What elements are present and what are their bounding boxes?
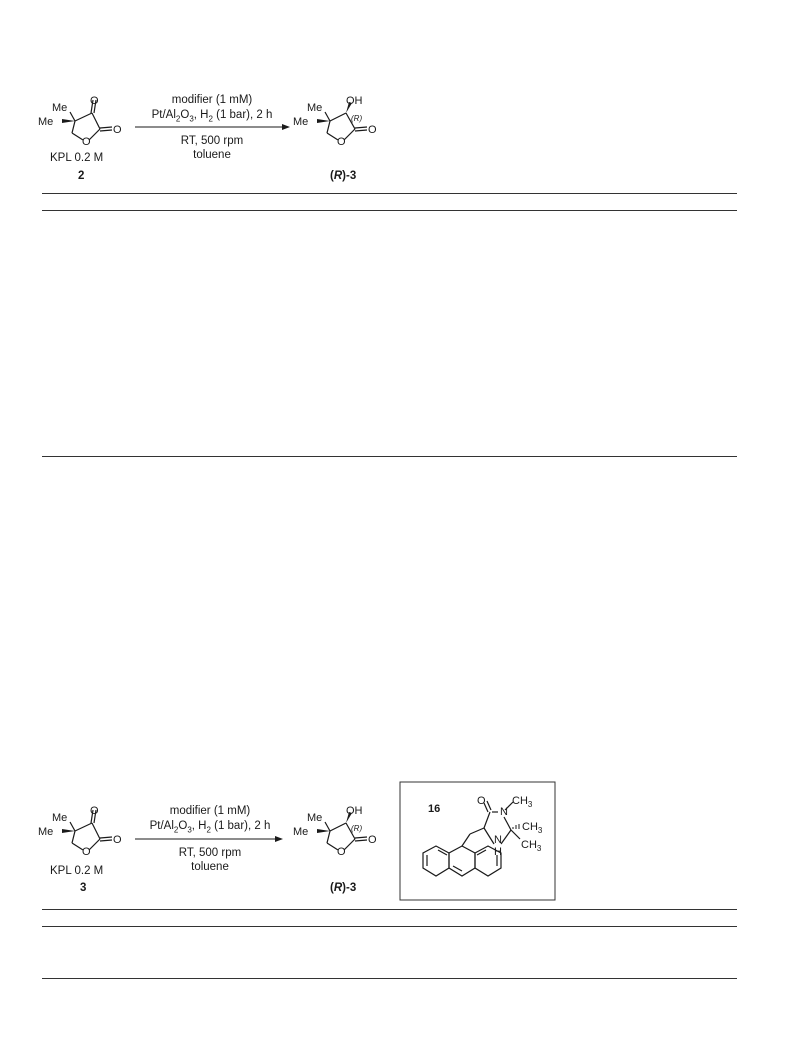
oxygen-label: O [113,124,122,136]
condition-solvent: toluene [191,861,229,873]
condition-temperature: RT, 500 rpm [180,135,244,147]
oxygen-label: O [113,834,122,846]
methyl-label: $CH_3$ [512,795,533,809]
stereo-descriptor: (R) [351,824,363,833]
product-label: (R)-3 [330,170,357,182]
me-label: Me [307,812,323,824]
nitrogen-label: N [500,806,508,818]
condition-catalyst: $Pt/Al_2O_3$, $H_2$ (1 bar), 2 h [149,820,271,835]
condition-solvent: toluene [193,149,231,161]
hydroxyl-label: OH [346,95,363,107]
product-label: (R)-3 [330,882,357,894]
me-label: Me [52,812,68,824]
me-label: Me [307,102,323,114]
stereo-descriptor: (R) [351,114,363,123]
table-top-rule-2 [42,909,737,910]
oxygen-label: O [90,95,99,107]
oxygen-label: O [368,124,377,136]
oxygen-label: O [82,846,91,858]
hydrogen-label: H [494,846,502,858]
hydroxyl-label: OH [346,805,363,817]
nitrogen-label: N [494,834,502,846]
me-label: Me [293,826,309,838]
me-label: Me [293,116,309,128]
reactant-number: 3 [80,882,87,894]
table-bottom-rule-2 [42,978,737,979]
condition-modifier: modifier (1 mM) [169,805,251,817]
reactant-concentration: KPL 0.2 M [50,865,104,877]
oxygen-label: O [337,136,346,148]
condition-catalyst: $Pt/Al_2O_3$, $H_2$ (1 bar), 2 h [151,109,273,124]
oxygen-label: O [368,834,377,846]
me-label: Me [52,102,68,114]
oxygen-label: O [82,136,91,148]
me-label: Me [38,116,54,128]
oxygen-label: O [337,846,346,858]
me-label: Me [38,826,54,838]
condition-modifier: modifier (1 mM) [171,94,253,106]
oxygen-label: O [90,805,99,817]
reactant-number: 2 [78,170,85,182]
methyl-label: $CH_3$ [521,839,542,853]
condition-temperature: RT, 500 rpm [178,847,242,859]
table-header-rule-2 [42,926,737,927]
oxygen-label: O [477,795,486,807]
methyl-label: $CH_3$ [522,821,543,835]
modifier-number: 16 [428,803,441,815]
reactant-concentration: KPL 0.2 M [50,152,104,164]
